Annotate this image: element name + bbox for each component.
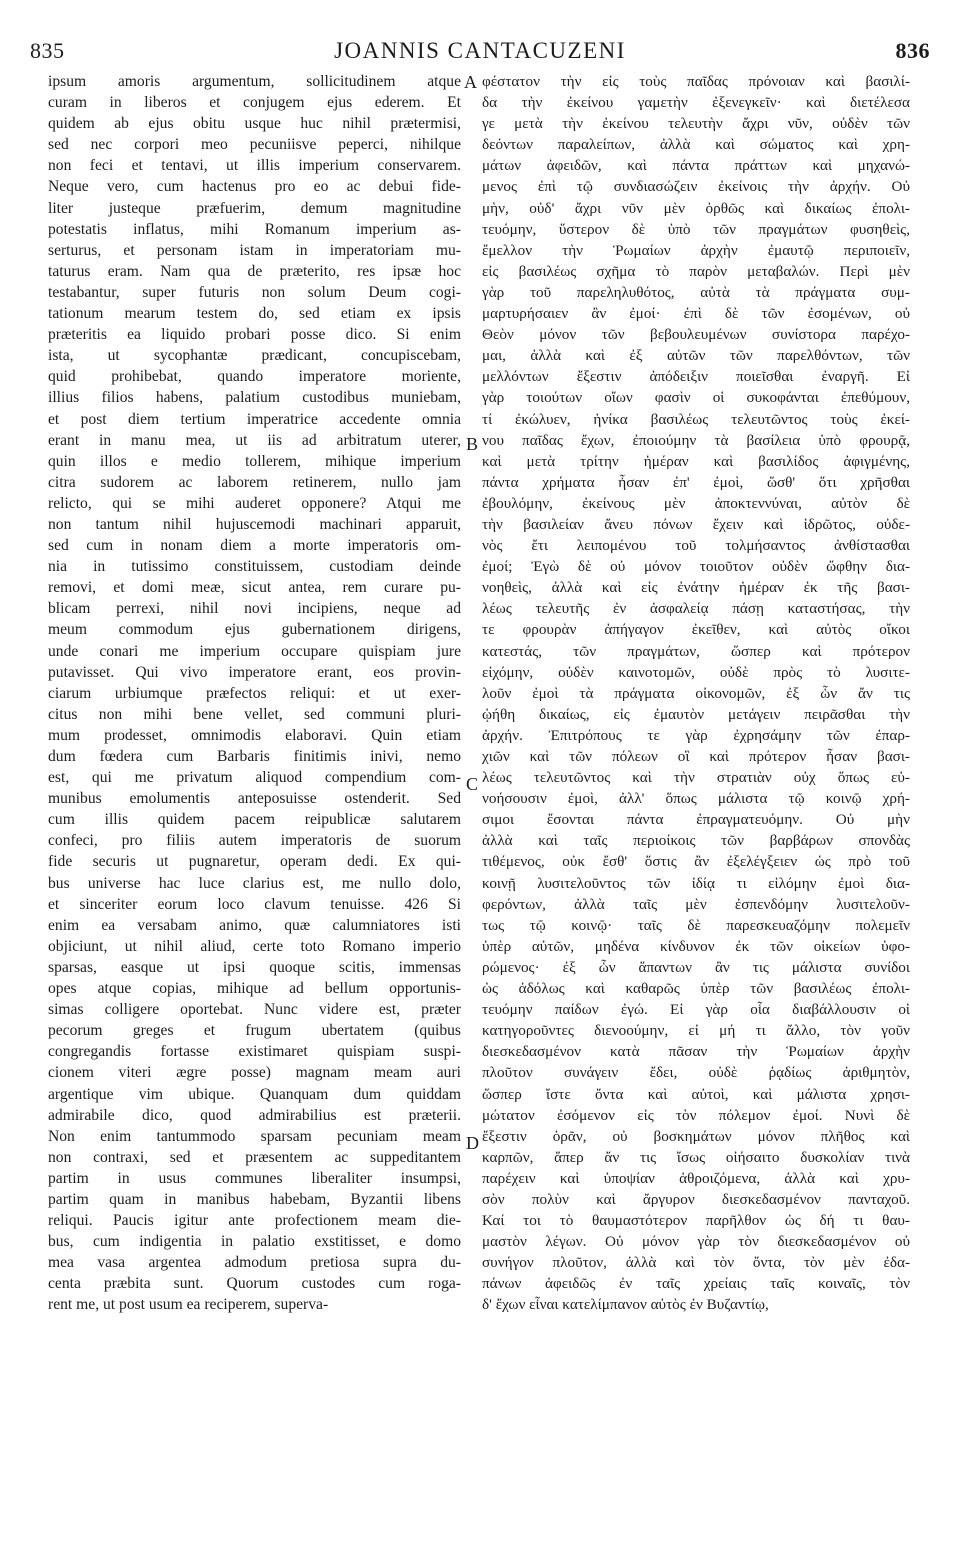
greek-text-line: παρέχειν καὶ ὑποψίαν ἀθροιζόμενα, ἀλλὰ καὶ χρυ- [482,1169,910,1187]
greek-text-line: εἰς βασιλέως σχῆμα τὸ παρὸν μεταβαλών. Περὶ μὲν [482,262,910,280]
latin-text-line: dum fœdera cum Barbaris finitimis inivi, nemo [48,748,461,765]
latin-text-line: cum illis quidem pacem reipublicæ salutarem [48,811,461,829]
latin-text-line: non tantum nihil hujuscemodi machinari apparuit, [48,515,461,533]
greek-text-line: πάνων ἀφειδῶς ἐν ταῖς χρείαις ταῖς κοιναῖς, τὸν [482,1275,910,1293]
latin-text-line: Non enim tantummodo sparsam pecuniam meam [48,1127,461,1145]
latin-text-line: ista, ut sycophantæ prædicant, concupiscebam, [48,347,461,365]
latin-text-line: congregandis fortasse existimaret quispiam suspi- [48,1043,461,1061]
latin-column [48,71,461,1316]
greek-text-line: τευόμην, ὕστερον δὲ ὑπὸ τῶν πραγμάτων φυσηθεὶς, [482,220,910,238]
latin-text-line: blicam perrexi, nihil novi incipiens, neque ad [48,600,461,618]
latin-text-line: citus non mihi bene vellet, sed communi pluri- [48,705,461,723]
latin-text-line: tationum mearum testem do, sed etiam ex ipsis [48,305,461,323]
greek-text-line: ὡς ἀδόλως καὶ καθαρῶς ὑπὲρ τῶν βασιλέως ἐπολι- [482,980,910,998]
greek-text-line: μὴν, οὐδ' ἄχρι νῦν μὲν ὀρθῶς καὶ δικαίως ἐπολι- [482,199,910,217]
greek-text-line: μενος ἐπὶ τῷ συνδιασώζειν ἐκείνοις τὴν ἀρχήν. Οὐ [482,178,910,196]
latin-text-line: cionem viteri ægre posse) magnam meam auri [48,1064,461,1082]
greek-text-line: τιθέμενος, οὐκ ἔσθ' ὅστις ἂν ἐξελέγξειεν ὡς πρὸ τοῦ [482,853,910,871]
latin-text-line: testabantur, super futuris non solum Deum cogi- [48,283,461,301]
latin-text-line: serturus, et personam istam in imperatoriam mu- [48,241,461,259]
latin-text-line: partim quam in manibus habebam, Byzantii libens [48,1190,461,1208]
greek-text-line: δεόντων παραλείπων, ἀλλὰ καὶ σώματος καὶ χρη- [482,136,910,154]
page-number-left: 835 [30,38,65,63]
section-mark-a: A [464,72,477,92]
greek-column [482,71,910,1316]
latin-text-line: admirabile dico, quod admirabilius est præterii. [48,1106,461,1124]
latin-text-line: non contraxi, sed et præsentem ac suppeditantem [48,1148,461,1166]
greek-text-line: φέστατον τὴν εἰς τοὺς παῖδας πρόνοιαν καὶ βασιλί- [482,73,910,90]
greek-text-line: ὑπὲρ αὐτῶν, μηδένα κίνδυνον ἐκ τῶν οἰκείων ὑφο- [482,937,910,955]
latin-text-line: est, qui me privatum aliquod compendium com- [48,769,461,787]
greek-text-line: κατηγοροῦντες διενοούμην, εἰ μή τι ἄλλο, τὸν γοῦν [482,1022,910,1040]
greek-text-line: μώτατον ἐσόμενον εἰς τὸν πόλεμον ἐμοί. Νυνὶ δὲ [482,1106,910,1124]
latin-text-line: partim in usus communes liberaliter insumpsi, [48,1169,461,1187]
greek-text-line: ἔμελλον τὴν Ῥωμαίων ἀρχὴν ἐμαυτῷ περιποιεῖν, [482,241,910,259]
latin-text-line: quin illos e medio tollerem, mihique imperium [48,452,461,470]
greek-text-line: νοήσουσιν ἐμοὶ, ἀλλ' ὅπως μάλιστα τῷ κοινῷ χρή- [482,790,910,808]
latin-text-line: rent me, ut post usum ea reciperem, superva- [48,1296,329,1314]
greek-text-line: διεσκεδασμένον κατὰ πᾶσαν τὴν Ῥωμαίων ἀρχὴν [482,1043,910,1061]
greek-text-line: πάντα χρήματα ἦσαν ἐπ' ἐμοὶ, ὥσθ' ὅτι χρῆσθαι [482,473,910,491]
latin-text-line: putavisset. Qui vivo imperatore erant, eos provin- [48,663,461,681]
page-header [30,38,930,70]
greek-text-line: συνήγον πλοῦτον, ἀλλὰ καὶ τὸν ὄντα, τὸν μὲν ἐδα- [482,1254,910,1272]
page-number-right: 836 [895,38,930,63]
greek-text-line: μαστὸν λέγων. Οὐ μόνον γὰρ τὸν διεσκεδασμένον οὐ [482,1233,910,1251]
greek-text-line: μαρτυρήσαιεν ἂν ἐμοί· ἐπὶ δὲ τῶν ἐσομένων, οὐ [482,305,910,323]
latin-text-line: sed cum in nonam diem a morte imperatoris om- [48,537,461,555]
section-mark-d: D [466,1133,479,1153]
greek-text-line: κατεστάς, τῶν πραγμάτων, ὥσπερ καὶ πρότερον [482,642,910,660]
latin-text-line: quid prohibebat, quando imperatore moriente, [48,368,461,386]
greek-text-line: λοῦν ἐμοὶ τὰ πράγματα οἰκονομῶν, ἐξ ὧν ἄν τις [482,684,910,702]
greek-text-line: ἔξεστιν ὁρᾶν, οὐ βοσκημάτων μόνον πλῆθος καὶ [482,1127,910,1145]
latin-text-line: simas colligere oportebat. Nunc videre est, præter [48,1001,461,1019]
latin-text-line: erant in manu mea, ut iis ad arbitratum uterer, [48,431,461,449]
greek-text-line: δ' ἔχων εἶναι κατελίμπανον αὐτὸς ἐν Βυζαντίῳ, [482,1296,769,1314]
latin-text-line: illius filios habens, palatium custodibus muniebam, [48,389,461,407]
latin-text-line: et sinceriter eorum loco clavum tenuisse. 426 Si [48,895,461,913]
greek-text-line: πλοῦτον συνάγειν ἔδει, οὐδὲ ῥᾳδίως ἀριθμητὸν, [482,1064,910,1082]
greek-text-line: τί ἐκώλυεν, ἡνίκα βασιλέως τελευτῶντος τοὺς ἐκεί- [482,410,910,428]
latin-text-line: pecorum greges et frugum ubertatem (quibus [48,1022,461,1040]
latin-text-line: bus, cum indigentia in palatio exstitisset, e domo [48,1233,461,1251]
greek-text-line: Θεὸν μόνον τῶν βεβουλευμένων συνίστορα παρέχο- [482,326,910,344]
section-mark-c: C [466,774,479,794]
latin-text-line: opes atque copias, mihique ad bellum opportunis- [48,980,461,998]
greek-text-line: ἐμοί; Ἐγὼ δὲ οὐ μόνον τοιοῦτον οὐδὲν ὤφθην δια- [482,558,910,576]
latin-text-line: liter justeque præfuerim, demum magnitudine [48,199,461,217]
greek-text-line: λέως τελευτῶντος καὶ τὴν στρατιὰν οὐχ ὅπως εὐ- [482,769,910,787]
greek-text-line: ἐβουλόμην, ἐκείνους μὲν ἀποκτεννύναι, αὐτὸν δὲ [482,494,910,512]
greek-text-line: τε φρουρὰν ἀπήγαγον ἐκεῖθεν, καὶ αὐτὸς οἴκοι [482,621,910,639]
latin-text-line: sparsas, easque ut ipsi quoque scitis, immensas [48,958,461,976]
greek-text-line: μάτων ἀφειδῶν, καὶ πάντα πράττων καὶ μηχανώ- [482,157,910,175]
latin-text-line: confeci, pro filiis autem imperatoris de suorum [48,832,461,850]
greek-text-line: ἀλλὰ καὶ ταῖς περιοίκοις τῶν βαρβάρων σπονδὰς [482,832,910,850]
latin-text-line: quidem ab ejus obitu usque huc nihil prætermisi, [48,115,461,133]
latin-text-line: Neque vero, cum hactenus pro eo ac debui fide- [48,178,461,196]
latin-text-line: centa præbita sunt. Quorum custodes cum roga- [48,1275,461,1293]
greek-text-line: γε μετὰ τὴν ἐκείνου τελευτὴν ἄχρι νῦν, οὐδὲν τῶν [482,115,910,133]
latin-text-line: potestatis inflatus, mihi Romanum imperium as- [48,220,461,238]
latin-text-line: fide securis ut pugnaretur, operam dedi. Ex qui- [48,853,461,871]
latin-text-line: citra sudorem ac laborem retinerem, nullo jam [48,473,461,491]
greek-text-line: καὶ μετὰ τρίτην ἡμέραν καὶ βασιλίδος ἀφιγμένης, [482,452,910,470]
greek-text-line: σιμοι ἔσονται πάντα ἐπραγματευόμην. Οὐ μὴν [482,811,910,829]
greek-text-line: λέως τελευτῆς ἐν ἀσφαλείᾳ πάσῃ καταστήσας, τὴν [482,600,910,618]
section-mark-b: B [466,434,479,454]
latin-text-line: non feci et tentavi, ut illis imperium conservarem. [48,157,461,175]
greek-text-line: Καί τοι τὸ θαυμαστότερον παρῆλθον ὡς δή τι θαυ- [482,1212,910,1230]
greek-text-line: νὸς ἔτι λειπομένου τοῦ τολμήσαντος ἀνθίστασθαι [482,537,910,555]
latin-text-line: mea vasa argentea admodum pretiosa supra du- [48,1254,461,1272]
greek-text-line: νου παῖδας ἔχων, ἐποιούμην τὰ βασίλεια ὑπὸ φρουρᾷ, [482,431,910,449]
latin-text-line: bus universe hac luce clarius est, me nullo dolo, [48,874,461,892]
greek-text-line: δα τὴν ἐκείνου γαμετὴν ἐξενεγκεῖν· καὶ διετέλεσα [482,94,910,112]
latin-text-line: unde conari me imperium occupare quispiam jure [48,642,461,660]
latin-text-line: nia in tutissimo constituissem, custodiam deinde [48,558,461,576]
greek-text-line: τευόμην παίδων ἐγώ. Εἰ γὰρ οἷα διαβάλλουσιν οἱ [482,1001,910,1019]
greek-text-line: σὸν πολὺν καὶ ἄργυρον διεσκεδασμένον πανταχοῦ. [482,1190,910,1208]
latin-text-line: mum prodesset, omnimodis elaboravi. Quin etiam [48,726,461,744]
greek-text-line: γὰρ τοιούτων οἴων φασὶν οἱ συκοφάνται ἐπεθύμουν, [482,389,910,407]
greek-text-line: χιῶν καὶ τῶν πόλεων οἳ καὶ πρότερον ἦσαν βασι- [482,748,910,765]
latin-text-line: præteritis ea liquido probari posse dico. Si enim [48,326,461,344]
latin-text-line: et post diem tertium imperatrice accedente omnia [48,410,461,428]
latin-text-line: sed nec corpori meo pecuniisve peperci, nihilque [48,136,461,154]
latin-text-line: relicto, qui se mihi auderet opponere? Atqui me [48,494,461,512]
greek-text-line: κοινῇ λυσιτελοῦντος τῶν ἰδίᾳ τι εἱλόμην ἐμοὶ δια- [482,874,910,892]
latin-text-line: enim ea versabam animo, quæ calumniatores isti [48,916,461,934]
greek-text-line: νοηθεὶς, ἀλλὰ καὶ εἰς ἐνάτην ἡμέραν ἐκ τῆς βασι- [482,579,910,597]
running-title: JOANNIS CANTACUZENI [334,38,626,63]
greek-text-line: μελλόντων ἔξεστιν ἀπόδειξιν ποιεῖσθαι ἐναργῆ. Εἰ [482,368,910,386]
latin-text-line: argentique vim ubique. Quanquam dum quiddam [48,1085,461,1103]
latin-text-line: objiciunt, ut nihil aliud, certe toto Romano imperio [48,937,461,955]
greek-text-line: γὰρ τοῦ παρεληλυθότος, αὐτὰ τὰ πράγματα συμ- [482,283,910,301]
latin-text-line: ciarum urbiumque præfectos reliqui: et ut exer- [48,684,461,702]
latin-text-line: munibus emolumentis anteposuisse ostenderit. Sed [48,790,461,808]
latin-text-line: curam in liberos et conjugem ejus ederem. Et [48,94,461,112]
greek-text-line: φερόντων, ἀλλὰ ταῖς μὲν ἐσπενδόμην λυσιτελοῦν- [482,895,910,913]
greek-text-line: καρπῶν, ἅπερ ἄν τις ἴσως οἰήσαιτο δυσκολίαν τινὰ [482,1148,910,1166]
greek-text-line: τὴν βασιλείαν ἄνευ πόνων ἔχειν καὶ ἱδρῶτος, οὐδε- [482,515,910,533]
latin-text-line: removi, et domi meæ, sicut antea, rem curare pu- [48,579,461,597]
greek-text-line: ὥσπερ ἴστε ὄντα καὶ αὐτοὶ, καὶ μάλιστα χρησι- [482,1085,910,1103]
latin-text-line: taturus eram. Nam qua de præterito, res ipsæ hoc [48,262,461,280]
greek-text-line: ρώμενος· ἐξ ὧν ἅπαντων ἂν τις μάλιστα συνίδοι [482,958,910,976]
greek-text-line: εἰχόμην, οὐδὲν καινοτομῶν, οὐδὲ πρὸς τὸ λυσιτε- [482,663,910,681]
greek-text-line: μαι, ἀλλὰ καὶ ἐξ αὐτῶν τῶν παρελθόντων, τῶν [482,347,910,365]
latin-text-line: ipsum amoris argumentum, sollicitudinem atque [48,73,461,90]
greek-text-line: τως τῷ κοινῷ· ταῖς δὲ παρεσκευαζόμην πολεμεῖν [482,916,910,934]
latin-text-line: meum commodum ejus gubernationem dirigens, [48,621,461,639]
latin-text-line: reliqui. Paucis igitur ante profectionem meam die- [48,1212,461,1230]
greek-text-line: ἀρχήν. Ἐπιτρόπους τε γὰρ ἐχρησάμην τῶν ἐπαρ- [482,726,910,744]
greek-text-line: ᾠήθη δικαίως, εἰς ἐμαυτὸν μετάγειν πειρᾶσθαι τὴν [482,705,910,723]
